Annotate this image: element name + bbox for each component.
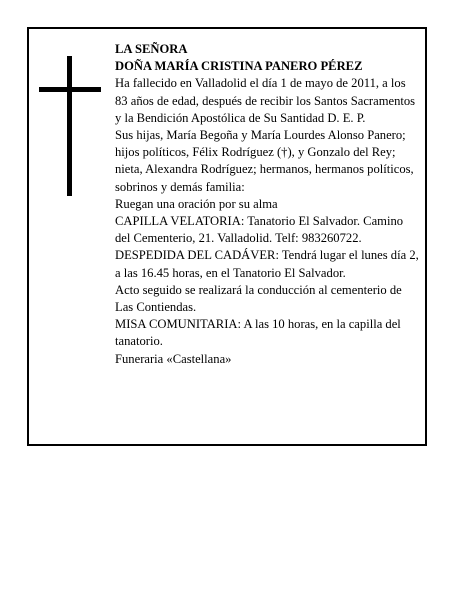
farewell-info: DESPEDIDA DEL CADÁVER: Tendrá lugar el lunes día 2, a las 16.45 horas, en el Tanatorio El Salvador. — [115, 248, 419, 280]
obituary-notice — [27, 27, 427, 446]
notice-text — [115, 41, 421, 368]
deceased-name: DOÑA MARÍA CRISTINA PANERO PÉREZ — [115, 59, 363, 74]
mass-info: MISA COMUNITARIA: A las 10 horas, en la capilla del tanatorio. — [115, 317, 401, 349]
family-list: Sus hijas, María Begoña y María Lourdes Alonso Panero; hijos políticos, Félix Rodríguez (†), y Gonzalo del Rey; nieta, Alexandra Rodríguez; hermanos, hermanos políticos, sobrinos y demás familia: — [115, 128, 414, 194]
notice-title: LA SEÑORA — [115, 42, 188, 56]
cross-vertical-bar — [67, 56, 72, 196]
funeral-home: Funeraria «Castellana» — [115, 351, 232, 366]
cross-horizontal-bar — [39, 87, 101, 92]
prayer-request: Ruegan una oración por su alma — [115, 196, 278, 211]
death-announcement: Ha fallecido en Valladolid el día 1 de mayo de 2011, a los 83 años de edad, después de recibir los Santos Sacramentos y la Bendición Apostólica de Su Santidad D. E. P. — [115, 76, 416, 125]
burial-info: Acto seguido se realizará la conducción al cementerio de Las Contiendas. — [115, 282, 402, 315]
chapel-info: CAPILLA VELATORIA: Tanatorio El Salvador. Camino del Cementerio, 21. Valladolid. Telf: 983260722. — [115, 214, 404, 246]
